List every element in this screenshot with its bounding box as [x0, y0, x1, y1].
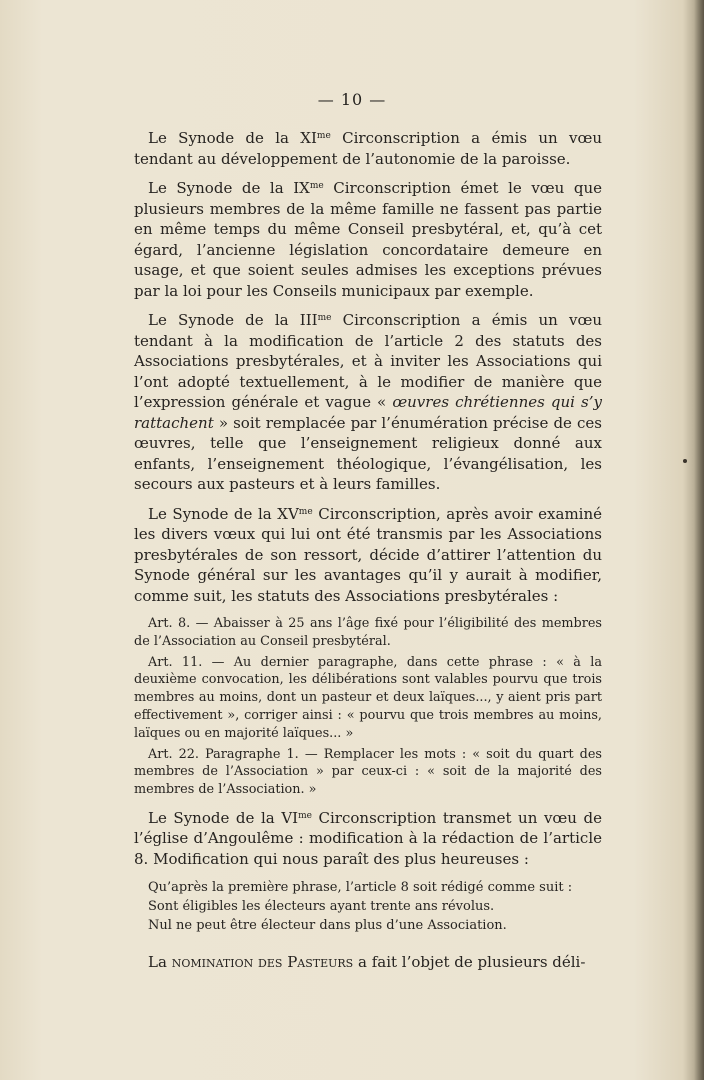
quote-line-3: Nul ne peut être électeur dans plus d’une Association. — [148, 918, 507, 934]
article-8: Art. 8. — Abaisser à 25 ans l’âge fixé pour l’éligibilité des membres de l’Association au Conseil presbytéral. — [134, 616, 602, 649]
paragraph-4: Le Synode de la $XV^{me}$ Circonscription, après avoir examiné les divers vœux qui lui ont été transmis par les Associations presbytérales de son ressort, décide d’attirer l’attention du Synode général sur les avantages qu’il y aurait à modifier, comme suit, les statuts des Associations presbytérales : — [134, 504, 603, 605]
quote-line-1: Qu’après la première phrase, l’article 8 soit rédigé comme suit : — [148, 880, 573, 896]
ink-speck — [683, 459, 687, 463]
page-number: — 10 — — [317, 90, 387, 109]
article-22: Art. 22. Paragraphe 1. — Remplacer les mots : « soit du quart des membres de l’Association » par ceux-ci : « soit de la majorité des membres de l’Association. » — [134, 746, 602, 798]
quote-line-2: Sont éligibles les électeurs ayant trente ans révolus. — [148, 899, 495, 915]
paragraph-2: Le Synode de la $IX^{me}$ Circonscription émet le vœu que plusieurs membres de la même famille ne fassent pas partie en même temps du même Conseil presbytéral, et, qu’à cet égard, l’ancienne législation concordataire demeure en usage, et que soient seules admises les exceptions prévues par la loi pour les Conseils municipaux par exemple. — [134, 179, 603, 300]
paragraph-1: Le Synode de la $XI^{me}$ Circonscription a émis un vœu tendant au développement de l’autonomie de la paroisse. — [134, 129, 603, 168]
paragraph-3: Le Synode de la $III^{me}$ Circonscription a émis un vœu tendant à la modification de l’article 2 des statuts des Associations presbytérales, et à inviter les Associations qui l’ont adopté textuellement, à le modifier de manière que l’expression générale et vague « œuvres chrétiennes qui s’y rattachent » soit remplacée par l’énumération précise de ces œuvres, telle que l’enseignement religieux donné aux enfants, l’enseignement théologique, l’évangélisation, les secours aux pasteurs et à leurs familles. — [134, 311, 602, 493]
page-edge-shadow — [694, 0, 704, 1080]
body-text — [134, 128, 602, 982]
paragraph-5: Le Synode de la $VI^{me}$ Circonscription transmet un vœu de l’église d’Angoulême : modification à la rédaction de l’article 8. Modification qui nous paraît des plus heureuses : — [134, 808, 602, 868]
article-11: Art. 11. — Au dernier paragraphe, dans cette phrase : « à la deuxième convocation, les délibérations sont valables pourvu que trois membres au moins, dont un pasteur et deux laïques..., y aient pris part effectivement », corriger ainsi : « pourvu que trois membres au moins, laïques ou en majorité laïques... » — [134, 654, 602, 741]
paragraph-6: La nomination des Pasteurs a fait l’objet de plusieurs déli- — [148, 953, 586, 972]
